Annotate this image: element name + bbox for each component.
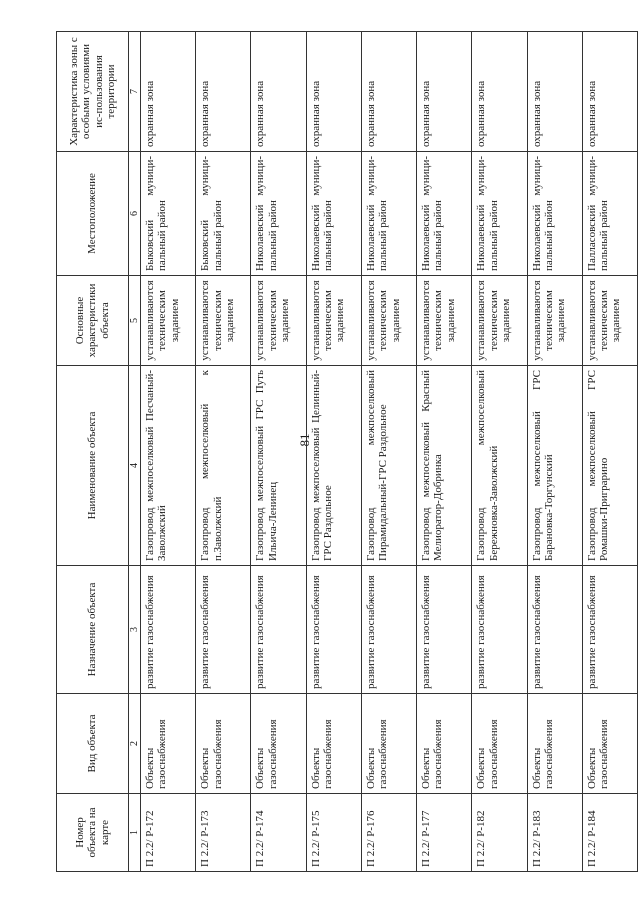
cell-zone: охранная зона [196, 32, 251, 152]
objects-table [56, 31, 638, 872]
cell-characteristics: устанавливаются техническим заданием [196, 276, 251, 366]
cell-object-name: Газопровод межпоселковый Бережновка-Заволжский [472, 366, 527, 566]
column-number: 1 [129, 794, 141, 872]
cell-object-purpose: развитие газоснабжения [527, 566, 582, 694]
column-number: 4 [129, 366, 141, 566]
cell-object-number: П 2.2/ Р-183 [527, 794, 582, 872]
cell-location: Быковский муници-пальный район [196, 152, 251, 276]
table-row [251, 32, 306, 872]
cell-location: Николаевский муници-пальный район [251, 152, 306, 276]
cell-object-purpose: развитие газоснабжения [417, 566, 472, 694]
cell-characteristics: устанавливаются техническим заданием [251, 276, 306, 366]
cell-object-number: П 2.2/ Р-172 [141, 794, 196, 872]
cell-characteristics: устанавливаются техническим заданием [472, 276, 527, 366]
cell-object-number: П 2.2/ Р-176 [361, 794, 416, 872]
cell-zone: охранная зона [582, 32, 637, 152]
cell-object-number: П 2.2/ Р-173 [196, 794, 251, 872]
table-row [527, 32, 582, 872]
table-row [361, 32, 416, 872]
table-row [582, 32, 637, 872]
cell-characteristics: устанавливаются техническим заданием [582, 276, 637, 366]
table-row [141, 32, 196, 872]
cell-characteristics: устанавливаются техническим заданием [306, 276, 361, 366]
cell-object-number: П 2.2/ Р-182 [472, 794, 527, 872]
cell-object-name: Газопровод межпоселковый Целинный-ГРС Раздольное [306, 366, 361, 566]
cell-location: Николаевский муници-пальный район [361, 152, 416, 276]
cell-characteristics: устанавливаются техническим заданием [417, 276, 472, 366]
cell-object-name: Газопровод межпоселковый к п.Заволжский [196, 366, 251, 566]
cell-zone: охранная зона [527, 32, 582, 152]
header-object-type: Вид объекта [57, 694, 129, 794]
header-object-number: Номер объекта на карте [57, 794, 129, 872]
cell-characteristics: устанавливаются техническим заданием [141, 276, 196, 366]
cell-object-purpose: развитие газоснабжения [141, 566, 196, 694]
cell-object-name: Газопровод межпоселковый Песчаный-Заволжский [141, 366, 196, 566]
cell-location: Быковский муници-пальный район [141, 152, 196, 276]
cell-zone: охранная зона [361, 32, 416, 152]
cell-zone: охранная зона [417, 32, 472, 152]
table-header-row [57, 32, 129, 872]
rotated-page-content [56, 32, 638, 872]
cell-object-type: Объекты газоснабжения [527, 694, 582, 794]
cell-object-type: Объекты газоснабжения [306, 694, 361, 794]
cell-zone: охранная зона [251, 32, 306, 152]
table-row [472, 32, 527, 872]
cell-object-purpose: развитие газоснабжения [306, 566, 361, 694]
cell-location: Николаевский муници-пальный район [527, 152, 582, 276]
cell-object-type: Объекты газоснабжения [417, 694, 472, 794]
page-number: 81 [297, 433, 312, 447]
cell-object-type: Объекты газоснабжения [141, 694, 196, 794]
cell-object-name: Газопровод межпоселковый ГРС Барановка-Торгунский [527, 366, 582, 566]
cell-object-type: Объекты газоснабжения [472, 694, 527, 794]
cell-object-type: Объекты газоснабжения [361, 694, 416, 794]
cell-location: Николаевский муници-пальный район [472, 152, 527, 276]
cell-object-purpose: развитие газоснабжения [196, 566, 251, 694]
header-object-characteristics: Основные характеристики объекта [57, 276, 129, 366]
header-object-purpose: Назначение объекта [57, 566, 129, 694]
cell-object-name: Газопровод межпоселковый ГРС Ромашки-Приграрино [582, 366, 637, 566]
column-numbers-row [129, 32, 141, 872]
cell-object-type: Объекты газоснабжения [196, 694, 251, 794]
cell-location: Николаевский муници-пальный район [306, 152, 361, 276]
cell-object-purpose: развитие газоснабжения [472, 566, 527, 694]
cell-characteristics: устанавливаются техническим заданием [527, 276, 582, 366]
cell-characteristics: устанавливаются техническим заданием [361, 276, 416, 366]
column-number: 3 [129, 566, 141, 694]
cell-zone: охранная зона [141, 32, 196, 152]
cell-object-number: П 2.2/ Р-174 [251, 794, 306, 872]
column-number: 6 [129, 152, 141, 276]
table-row [417, 32, 472, 872]
column-number: 2 [129, 694, 141, 794]
cell-location: Палласовский муници-пальный район [582, 152, 637, 276]
cell-object-purpose: развитие газоснабжения [582, 566, 637, 694]
cell-object-type: Объекты газоснабжения [582, 694, 637, 794]
cell-object-name: Газопровод межпоселковый Пирамидальный-ГРС Раздольное [361, 366, 416, 566]
cell-object-purpose: развитие газоснабжения [251, 566, 306, 694]
cell-object-purpose: развитие газоснабжения [361, 566, 416, 694]
header-object-name: Наименование объекта [57, 366, 129, 566]
cell-zone: охранная зона [472, 32, 527, 152]
cell-location: Николаевский муници-пальный район [417, 152, 472, 276]
header-location: Местоположение [57, 152, 129, 276]
cell-object-name: Газопровод межпоселковый ГРС Путь Ильича-Ленинец [251, 366, 306, 566]
column-number: 5 [129, 276, 141, 366]
cell-object-number: П 2.2/ Р-175 [306, 794, 361, 872]
header-zone-characteristic: Характеристика зоны с особыми условиями ис-пользования территории [57, 32, 129, 152]
column-number: 7 [129, 32, 141, 152]
cell-object-number: П 2.2/ Р-184 [582, 794, 637, 872]
cell-object-type: Объекты газоснабжения [251, 694, 306, 794]
cell-object-number: П 2.2/ Р-177 [417, 794, 472, 872]
cell-zone: охранная зона [306, 32, 361, 152]
table-row [306, 32, 361, 872]
cell-object-name: Газопровод межпоселковый Красный Мелиоратор-Добринка [417, 366, 472, 566]
table-row [196, 32, 251, 872]
